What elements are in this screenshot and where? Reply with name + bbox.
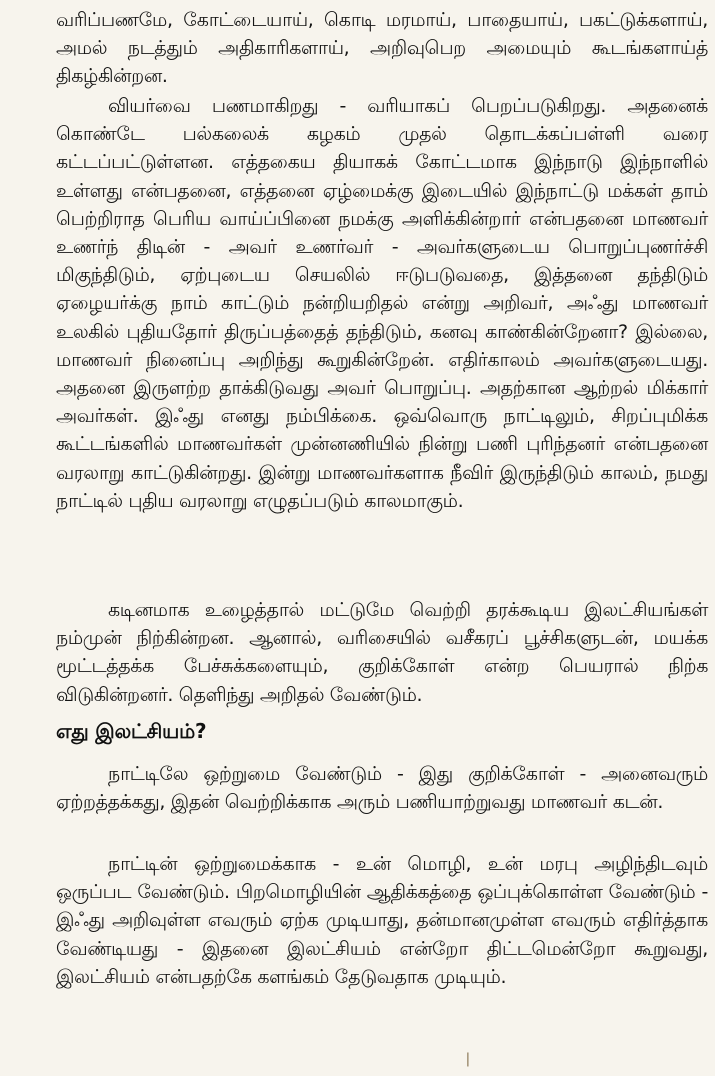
paragraph-2-block bbox=[56, 92, 708, 515]
paragraph-5-block bbox=[56, 850, 708, 991]
paragraph-4: நாட்டிலே ஒற்றுமை வேண்டும் - இது குறிக்கோள் - அனைவரும் ஏற்றத்தக்கது, இதன் வெற்றிக்காக அரும் பணியாற்றுவது மாணவர் கடன். bbox=[56, 763, 708, 814]
paragraph-1-block bbox=[56, 6, 708, 91]
paragraph-2: வியர்வை பணமாகிறது - வரியாகப் பெறப்படுகிறது. அதனைக் கொண்டே பல்கலைக் கழகம் முதல் தொடக்கப்பள்ளி வரை கட்டப்பட்டுள்ளன. எத்தகைய தியாகக் கோட்டமாக இந்நாடு இந்நாளில் உள்ளது என்பதனை, எத்தனை ஏழ்மைக்கு இடையில் இந்நாட்டு மக்கள் தாம் பெற்றிராத பெரிய வாய்ப்பினை நமக்கு அளிக்கின்றார் என்பதனை மாணவர் உணர்ந் திடின் - அவர் உணர்வர் - அவர்களுடைய பொறுப்புணர்ச்சி மிகுந்திடும், ஏற்புடைய செயலில் ஈடுபடுவதை, இத்தனை தந்திடும் ஏழையர்க்கு நாம் காட்டும் நன்றியறிதல் என்று அறிவர், அஃது மாணவர் உலகில் புதியதோர் திருப்பத்தைத் தந்திடும், கனவு காண்கின்றேனா? இல்லை, மாணவர் நினைப்பு அறிந்து கூறுகின்றேன். எதிர்காலம் அவர்களுடையது. அதனை இருளற்ற தாக்கிடுவது அவர் பொறுப்பு. அதற்கான ஆற்றல் மிக்கார் அவர்கள். இஃது எனது நம்பிக்கை. ஒவ்வொரு நாட்டிலும், சிறப்புமிக்க கூட்டங்களில் மாணவர்கள் முன்னணியில் நின்று பணி புரிந்தனர் என்பதனை வரலாறு காட்டுகின்றது. இன்று மாணவர்களாக நீவிர் இருந்திடும் காலம், நமது நாட்டில் புதிய வரலாறு எழுதப்படும் காலமாகும். bbox=[56, 95, 708, 512]
paragraph-5: நாட்டின் ஒற்றுமைக்காக - உன் மொழி, உன் மரபு அழிந்திடவும் ஒருப்பட வேண்டும். பிறமொழியின் ஆதிக்கத்தை ஒப்புக்கொள்ள வேண்டும் - இஃது அறிவுள்ள எவரும் ஏற்க முடியாது, தன்மானமுள்ள எவரும் எதிர்த்தாக வேண்டியது - இதனை இலட்சியம் என்றோ திட்டமென்றோ கூறுவது, இலட்சியம் என்பதற்கே களங்கம் தேடுவதாக முடியும். bbox=[56, 853, 708, 988]
paragraph-1: வரிப்பணமே, கோட்டையாய், கொடி மரமாய், பாதையாய், பகட்டுக்களாய், அமல் நடத்தும் அதிகாரிகளாய், அறிவுபெற அமையும் கூடங்களாய்த் திகழ்கின்றன. bbox=[56, 9, 708, 88]
page-mark: ❘ bbox=[462, 1051, 474, 1067]
paragraph-3-block bbox=[56, 596, 708, 709]
paragraph-3: கடினமாக உழைத்தால் மட்டுமே வெற்றி தரக்கூடிய இலட்சியங்கள் நம்முன் நிற்கின்றன. ஆனால், வரிசையில் வசீகரப் பூச்சிகளுடன், மயக்க மூட்டத்தக்க பேச்சுக்களையும், குறிக்கோள் என்ற பெயரால் நிற்க விடுகின்றனர். தெளிந்து அறிதல் வேண்டும். bbox=[56, 599, 708, 706]
section-heading: எது இலட்சியம்? bbox=[56, 719, 207, 743]
paragraph-4-block bbox=[56, 760, 708, 816]
